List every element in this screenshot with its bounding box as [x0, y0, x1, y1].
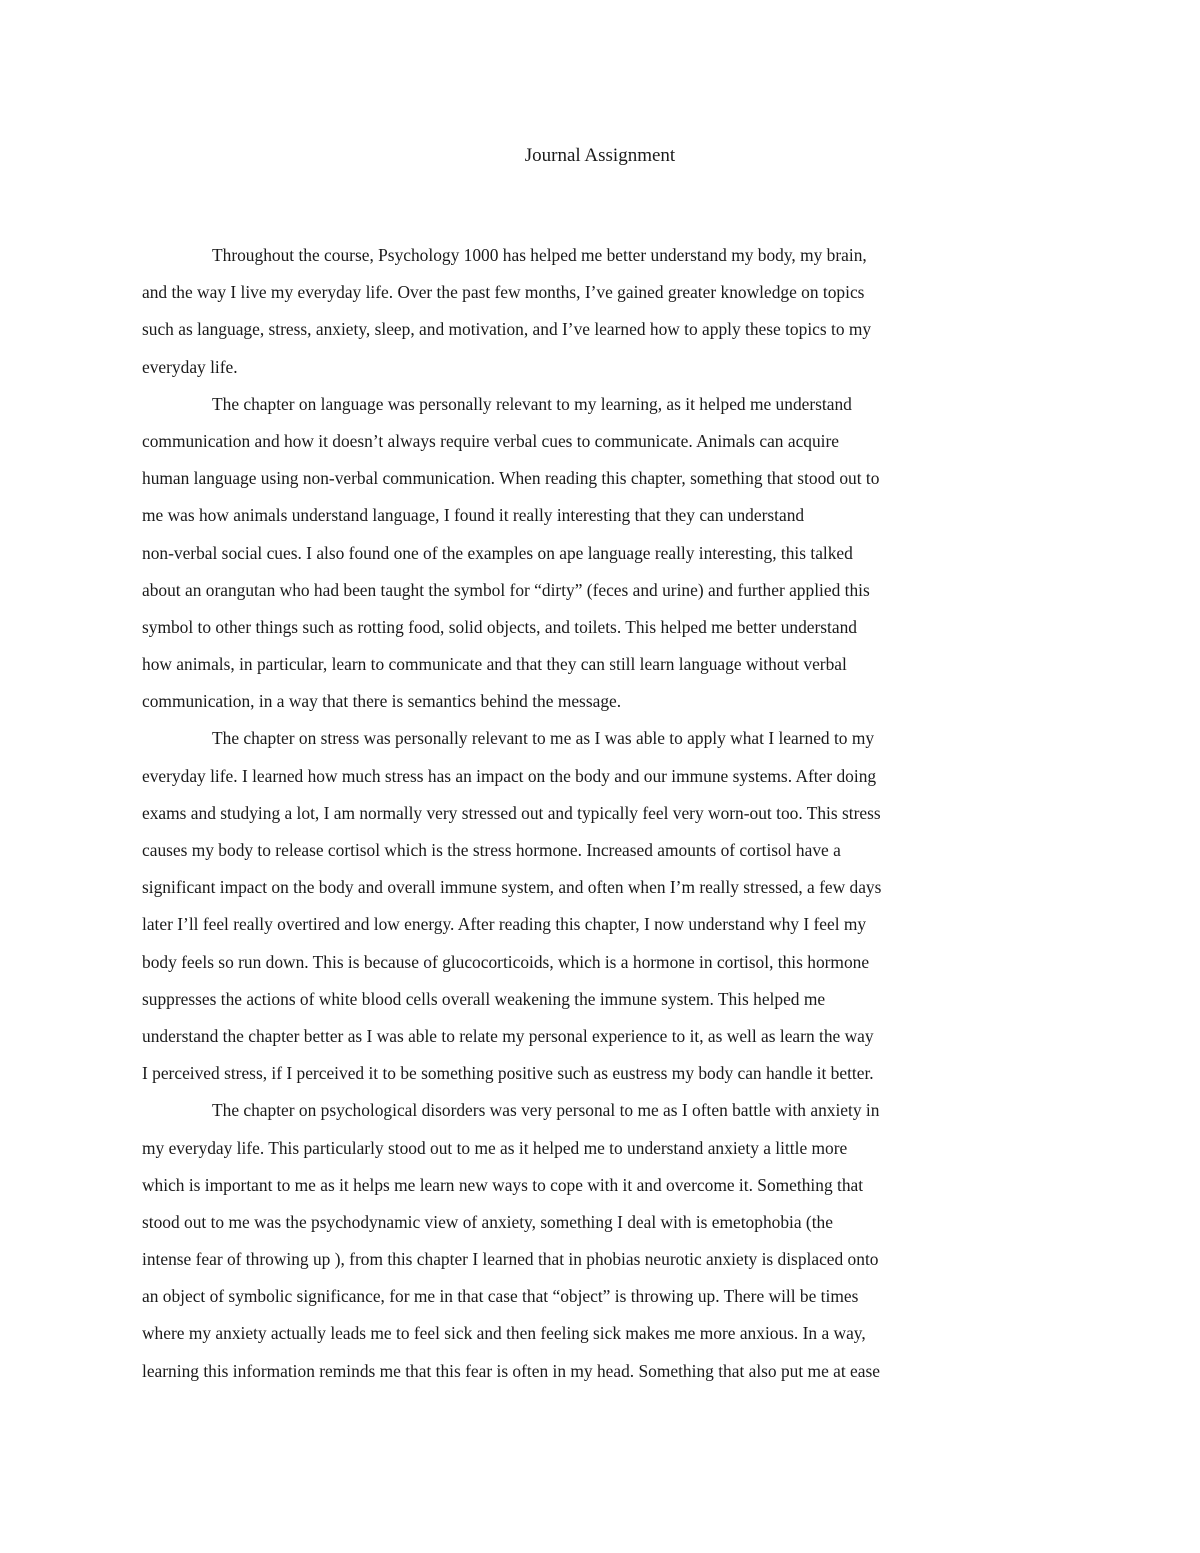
text-line: The chapter on language was personally relevant to my learning, as it helped me understand	[212, 393, 852, 414]
text-line: Throughout the course, Psychology 1000 has helped me better understand my body, my brain,	[212, 245, 867, 265]
text-line: non-verbal social cues. I also found one of the examples on ape language really interesting, this talked	[142, 542, 853, 563]
document-body	[142, 237, 1060, 1390]
text-line: such as language, stress, anxiety, sleep, and motivation, and I’ve learned how to apply these topics to my	[142, 319, 872, 340]
text-line: my everyday life. This particularly stood out to me as it helped me to understand anxiety a little more	[142, 1137, 848, 1158]
text-line: and the way I live my everyday life. Over the past few months, I’ve gained greater knowledge on topics	[142, 282, 865, 303]
text-line: communication, in a way that there is semantics behind the message.	[142, 691, 622, 712]
text-line: understand the chapter better as I was able to relate my personal experience to it, as well as learn the way	[142, 1025, 874, 1046]
text-line: stood out to me was the psychodynamic view of anxiety, something I deal with is emetophobia (the	[142, 1211, 833, 1232]
text-line: body feels so run down. This is because of glucocorticoids, which is a hormone in cortisol, this hormone	[142, 951, 870, 972]
text-line: how animals, in particular, learn to communicate and that they can still learn language without verbal	[142, 654, 847, 675]
text-line: intense fear of throwing up ), from this chapter I learned that in phobias neurotic anxiety is displaced onto	[142, 1249, 879, 1270]
text-line: about an orangutan who had been taught the symbol for “dirty” (feces and urine) and further applied this	[142, 579, 870, 600]
text-line: suppresses the actions of white blood cells overall weakening the immune system. This helped me	[142, 988, 826, 1009]
text-line: exams and studying a lot, I am normally very stressed out and typically feel very worn-out too. This stress	[142, 802, 881, 823]
text-line: The chapter on psychological disorders was very personal to me as I often battle with anxiety in	[212, 1100, 880, 1121]
text-line: learning this information reminds me that this fear is often in my head. Something that also put me at ease	[142, 1360, 880, 1381]
text-line: where my anxiety actually leads me to feel sick and then feeling sick makes me more anxious. In a way,	[142, 1323, 866, 1344]
text-line: an object of symbolic significance, for me in that case that “object” is throwing up. There will be times	[142, 1286, 859, 1307]
text-line: which is important to me as it helps me learn new ways to cope with it and overcome it. Something that	[142, 1174, 864, 1195]
text-line: me was how animals understand language, I found it really interesting that they can understand	[142, 505, 805, 526]
document-title: Journal Assignment	[524, 145, 676, 166]
text-line: human language using non-verbal communication. When reading this chapter, something that stood out to	[142, 468, 880, 489]
text-line: I perceived stress, if I perceived it to be something positive such as eustress my body can handle it better.	[142, 1063, 874, 1084]
text-line: everyday life. I learned how much stress has an impact on the body and our immune systems. After doing	[142, 765, 877, 786]
text-line: causes my body to release cortisol which is the stress hormone. Increased amounts of cortisol have a	[142, 840, 841, 860]
text-line: significant impact on the body and overall immune system, and often when I’m really stressed, a few days	[142, 877, 882, 898]
text-line: symbol to other things such as rotting food, solid objects, and toilets. This helped me better understand	[142, 616, 858, 637]
text-line: later I’ll feel really overtired and low energy. After reading this chapter, I now understand why I feel my	[142, 914, 867, 935]
text-line: everyday life.	[142, 356, 238, 377]
text-line: communication and how it doesn’t always require verbal cues to communicate. Animals can acquire	[142, 430, 840, 451]
text-line: The chapter on stress was personally relevant to me as I was able to apply what I learned to my	[212, 728, 875, 749]
